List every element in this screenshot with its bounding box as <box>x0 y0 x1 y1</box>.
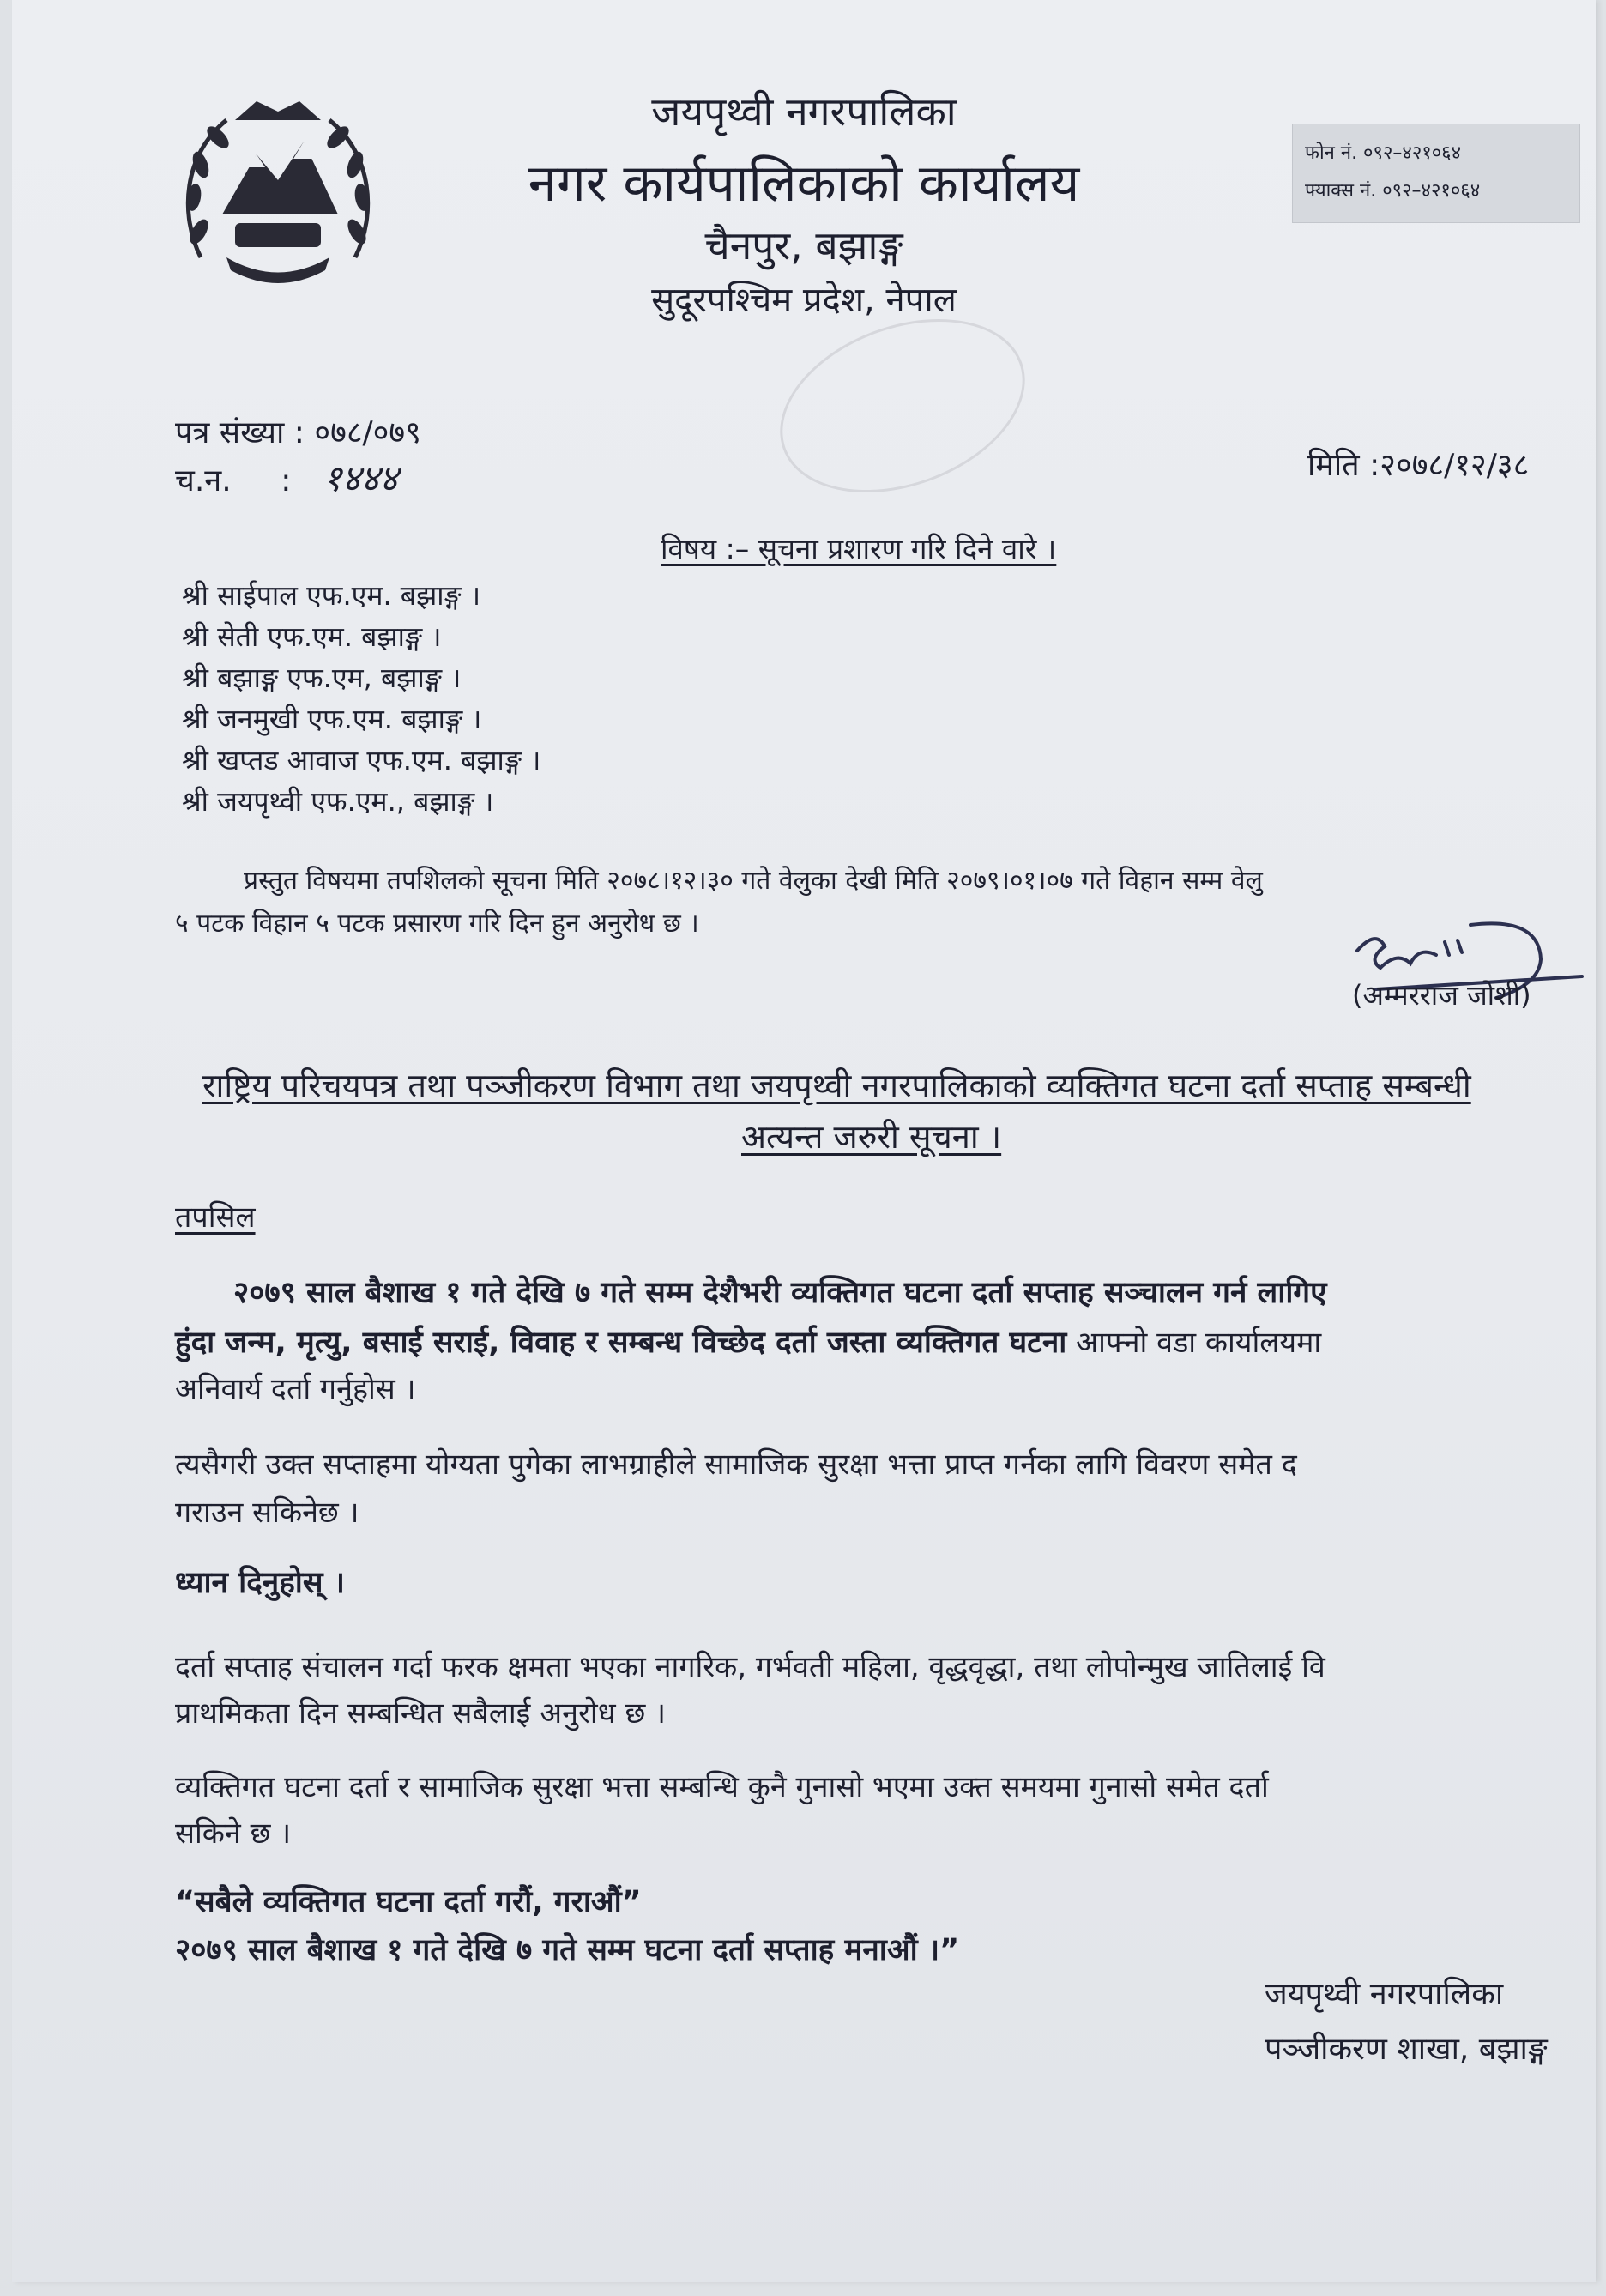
office-city: चैनपुर, बझाङ्ग <box>704 222 903 269</box>
addressee: श्री जयपृथ्वी एफ.एम., बझाङ्ग । <box>182 785 494 818</box>
notice-paragraph-line: २०७९ साल बैशाख १ गते देखि ७ गते सम्म देशैभरी व्यक्तिगत घटना दर्ता सप्ताह सञ्चालन गर्न लागिए <box>233 1276 1327 1310</box>
attention-heading: ध्यान दिनुहोस् । <box>175 1566 345 1600</box>
letter-page <box>12 0 1596 2282</box>
slogan-line: २०७९ साल बैशाख १ गते देखि ७ गते सम्म घटना दर्ता सप्ताह मनाऔं ।” <box>175 1933 960 1967</box>
notice-paragraph-line: त्यसैगरी उक्त सप्ताहमा योग्यता पुगेका लाभग्राहीले सामाजिक सुरक्षा भत्ता प्राप्त गर्नका लागि विवरण समेत द <box>175 1447 1297 1482</box>
dispatch-number <box>175 453 398 502</box>
municipality-name: जयपृथ्वी नगरपालिका <box>651 88 957 135</box>
addressee: श्री साईपाल एफ.एम. बझाङ्ग । <box>182 579 481 612</box>
notice-paragraph-line <box>175 1321 1321 1362</box>
faint-stamp <box>756 287 1049 524</box>
notice-bold-text: हुंदा जन्म, मृत्यु, बसाई सराई, विवाह र सम्बन्ध विच्छेद दर्ता जस्ता व्यक्तिगत घटना <box>175 1326 1067 1360</box>
letter-date: मिति :२०७८/१२/३८ <box>1307 448 1530 483</box>
notice-subtitle: अत्यन्त जरुरी सूचना । <box>741 1118 1002 1156</box>
details-heading: तपसिल <box>175 1200 256 1235</box>
contact-box <box>1292 124 1580 223</box>
notice-paragraph-line: अनिवार्य दर्ता गर्नुहोस । <box>175 1372 416 1406</box>
closing-branch: पञ्जीकरण शाखा, बझाङ्ग <box>1265 2032 1548 2067</box>
request-line: ५ पटक विहान ५ पटक प्रसारण गरि दिन हुन अनुरोध छ । <box>175 909 699 939</box>
office-province: सुदूरपश्चिम प्रदेश, नेपाल <box>651 281 957 320</box>
notice-paragraph-line: गराउन सकिनेछ । <box>175 1495 359 1530</box>
notice-title: राष्ट्रिय परिचयपत्र तथा पञ्जीकरण विभाग तथा जयपृथ्वी नगरपालिकाको व्यक्तिगत घटना दर्ता सप्ताह सम्बन्धी <box>202 1066 1471 1104</box>
office-name: नगर कार्यपालिकाको कार्यालय <box>528 154 1080 214</box>
dispatch-separator: : <box>281 463 292 498</box>
notice-paragraph-line: व्यक्तिगत घटना दर्ता र सामाजिक सुरक्षा भत्ता सम्बन्धि कुनै गुनासो भएमा उक्त समयमा गुनासो समेत दर्ता <box>175 1770 1269 1804</box>
notice-paragraph-line: दर्ता सप्ताह संचालन गर्दा फरक क्षमता भएका नागरिक, गर्भवती महिला, वृद्धवृद्धा, तथा लोपोन्मुख जातिलाई वि <box>175 1650 1325 1684</box>
letter-number: पत्र संख्या : ०७८/०७९ <box>175 415 421 450</box>
addressee: श्री सेती एफ.एम. बझाङ्ग । <box>182 620 442 653</box>
signatory-name: (अम्मरराज जोशी) <box>1352 979 1531 1012</box>
addressee: श्री जनमुखी एफ.एम. बझाङ्ग । <box>182 703 482 735</box>
notice-paragraph-line: सकिने छ । <box>175 1816 292 1851</box>
dispatch-value: १४४४ <box>323 457 399 499</box>
fax-number: फ्याक्स नं. ०९२–४२१०६४ <box>1305 180 1481 202</box>
phone-number: फोन नं. ०९२–४२१०६४ <box>1305 142 1462 164</box>
dispatch-label: च.न. <box>175 463 232 498</box>
notice-regular-text: आफ्नो वडा कार्यालयमा <box>1066 1326 1322 1360</box>
request-line: प्रस्तुत विषयमा तपशिलको सूचना मिति २०७८।१२।३० गते वेलुका देखी मिति २०७९।०१।०७ गते विहान सम्म वेलु <box>244 866 1263 896</box>
addressee: श्री बझाङ्ग एफ.एम, बझाङ्ग । <box>182 662 462 694</box>
slogan-line: “सबैले व्यक्तिगत घटना दर्ता गरौं, गराऔं” <box>175 1885 642 1919</box>
addressee: श्री खप्तड आवाज एफ.एम. बझाङ्ग । <box>182 744 541 776</box>
closing-office: जयपृथ्वी नगरपालिका <box>1265 1977 1504 2012</box>
letter-subject: विषय :– सूचना प्रशारण गरि दिने वारे । <box>661 532 1057 565</box>
notice-paragraph-line: प्राथमिकता दिन सम्बन्धित सबैलाई अनुरोध छ । <box>175 1696 666 1731</box>
